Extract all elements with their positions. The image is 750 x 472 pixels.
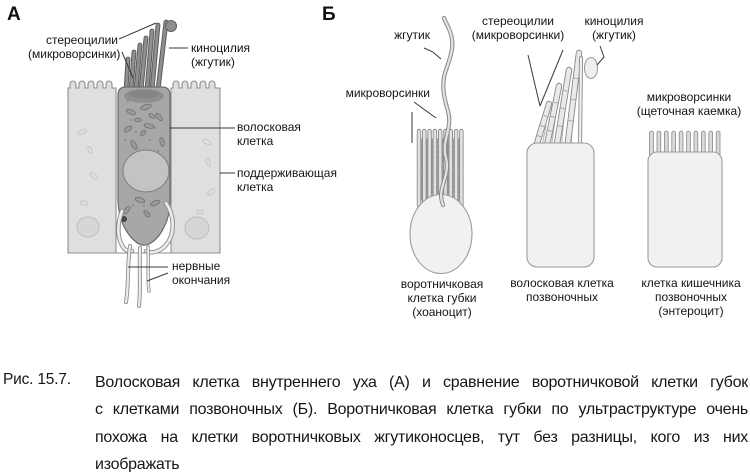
panel-b-drawing (410, 18, 722, 274)
label-stereocilia-a: стереоцилии (микроворсинки) (28, 33, 121, 61)
label-kinocilium-b: киноцилия (жгутик) (584, 14, 644, 42)
label-supporting-cell: поддерживающая клетка (237, 166, 337, 194)
figure-caption (95, 369, 748, 472)
panel-b-letter: Б (322, 4, 336, 25)
hair-cell-nucleus (123, 150, 169, 192)
cell-name-enterocyte: клетка кишечника позвоночных (энтероцит) (641, 276, 741, 318)
cell-name-vertebrate-hair-cell: волосковая клетка позвоночных (510, 276, 614, 304)
label-brush-border: микроворсинки (щеточная каемка) (636, 90, 742, 118)
nerve-fibers (126, 246, 149, 306)
choanocyte-body (410, 195, 472, 274)
kinocilium-knob-a (166, 21, 177, 32)
kinocilium-knob-b (585, 58, 598, 79)
caption-line: Волосковая клетка внутреннего уха (А) и сравнение воротничковой клетки губок (95, 374, 748, 391)
caption-line: похожа на клетки воротничковых жгутиконосцев, тут без разницы, кого из них (95, 428, 748, 446)
caption-line: изображать (95, 455, 180, 472)
figure-number: Рис. 15.7. (3, 371, 71, 388)
label-hair-cell: волосковая клетка (237, 120, 301, 148)
supporting-nucleus-right (185, 217, 209, 239)
label-kinocilium-a: киноцилия (жгутик) (191, 41, 251, 69)
panel-a-letter: А (7, 4, 21, 25)
vertebrate-hair-cell-body (527, 143, 594, 267)
cuticular-plate-core (129, 90, 159, 99)
label-stereocilia-b: стереоцилии (микроворсинки) (471, 14, 565, 42)
caption-line: с клетками позвоночных (Б). Воротничковая клетка губки по ультраструктуре очень (95, 401, 748, 419)
stereocilia-bundle-a (126, 22, 166, 90)
supporting-nucleus-left (77, 217, 99, 237)
label-microvilli-b1: микроворсинки (345, 86, 430, 100)
enterocyte-body (648, 152, 722, 267)
cell-name-choanocyte: воротничковая клетка губки (хоаноцит) (400, 277, 484, 319)
label-flagellum-b: жгутик (394, 28, 430, 42)
label-nerve-endings: нервные окончания (172, 259, 231, 287)
